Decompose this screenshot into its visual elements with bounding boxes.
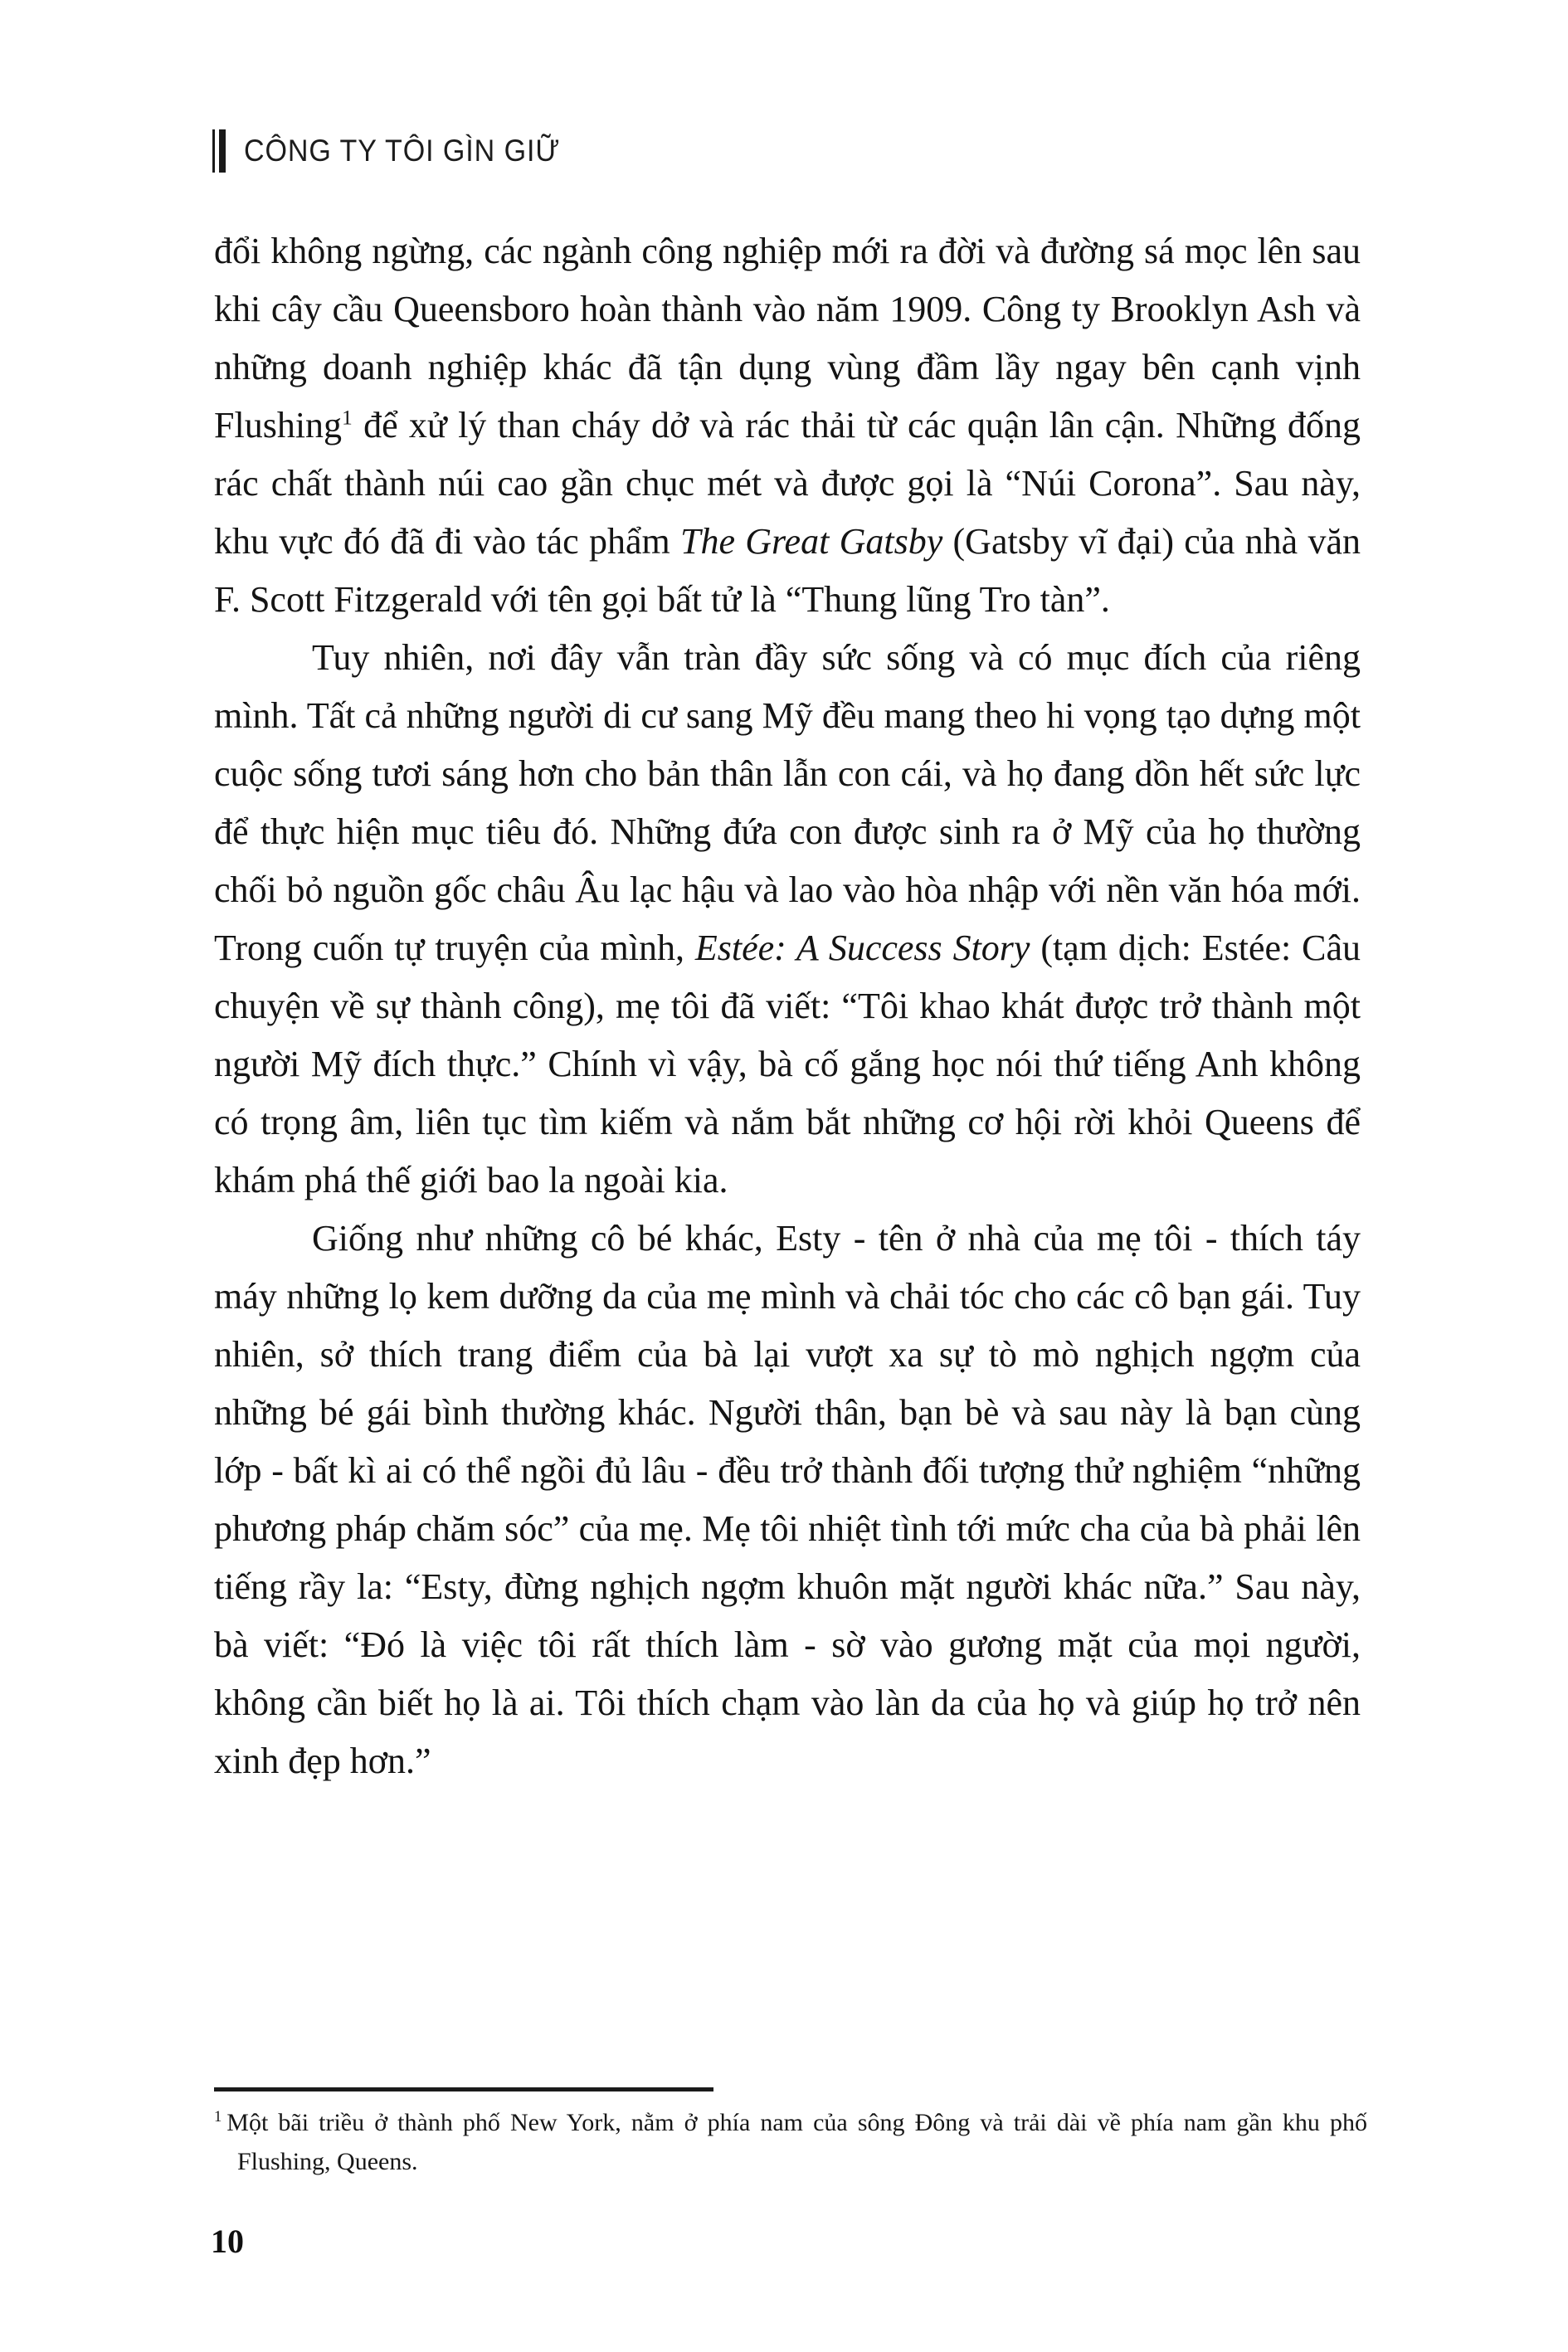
footnote-block: [214, 2087, 1367, 2181]
body-paragraph-1: đổi không ngừng, các ngành công nghiệp mới ra đời và đường sá mọc lên sau khi cây cầu Queensboro hoàn thành vào năm 1909. Công ty Brooklyn Ash và những doanh nghiệp khác đã tận dụng vùng đầm lầy ngay bên cạnh vịnh Flushing$^1$ để xử lý than cháy dở và rác thải từ các quận lân cận. Những đống rác chất thành núi cao gần chục mét và được gọi là “Núi Corona”. Sau này, khu vực đó đã đi vào tác phẩm The Great Gatsby (Gatsby vĩ đại) của nhà văn F. Scott Fitzgerald với tên gọi bất tử là “Thung lũng Tro tàn”.: [214, 231, 1361, 620]
body-text: [214, 222, 1361, 1790]
page-number: 10: [211, 2223, 244, 2260]
running-head-title: CÔNG TY TÔI GÌN GIỮ: [244, 134, 561, 168]
body-paragraph-2: Tuy nhiên, nơi đây vẫn tràn đầy sức sống và có mục đích của riêng mình. Tất cả những người di cư sang Mỹ đều mang theo hi vọng tạo dựng một cuộc sống tươi sáng hơn cho bản thân lẫn con cái, và họ đang dồn hết sức lực để thực hiện mục tiêu đó. Những đứa con được sinh ra ở Mỹ của họ thường chối bỏ nguồn gốc châu Âu lạc hậu và lao vào hòa nhập với nền văn hóa mới. Trong cuốn tự truyện của mình, Estée: A Success Story (tạm dịch: Estée: Câu chuyện về sự thành công), mẹ tôi đã viết: “Tôi khao khát được trở thành một người Mỹ đích thực.” Chính vì vậy, bà cố gắng học nói thứ tiếng Anh không có trọng âm, liên tục tìm kiếm và nắm bắt những cơ hội rời khỏi Queens để khám phá thế giới bao la ngoài kia.: [214, 637, 1361, 1200]
body-paragraph-3: Giống như những cô bé khác, Esty - tên ở nhà của mẹ tôi - thích táy máy những lọ kem dưỡng da của mẹ mình và chải tóc cho các cô bạn gái. Tuy nhiên, sở thích trang điểm của bà lại vượt xa sự tò mò nghịch ngợm của những bé gái bình thường khác. Người thân, bạn bè và sau này là bạn cùng lớp - bất kì ai có thể ngồi đủ lâu - đều trở thành đối tượng thử nghiệm “những phương pháp chăm sóc” của mẹ. Mẹ tôi nhiệt tình tới mức cha của bà phải lên tiếng rầy la: “Esty, đừng nghịch ngợm khuôn mặt người khác nữa.” Sau này, bà viết: “Đó là việc tôi rất thích làm - sờ vào gương mặt của mọi người, không cần biết họ là ai. Tôi thích chạm vào làn da của họ và giúp họ trở nên xinh đẹp hơn.”: [214, 1218, 1361, 1781]
footnote-separator: [214, 2087, 713, 2091]
footnote-marker: 1: [214, 2108, 222, 2126]
footnote: [214, 2103, 1367, 2181]
header-rule-thick: [219, 129, 226, 173]
header-rule-thin: [212, 129, 215, 173]
page-header: [212, 129, 588, 173]
header-rule-icon: [212, 129, 226, 173]
footnote-text: Một bãi triều ở thành phố New York, nằm ở phía nam của sông Đông và trải dài về phía nam gần khu phố Flushing, Queens.: [226, 2109, 1367, 2175]
